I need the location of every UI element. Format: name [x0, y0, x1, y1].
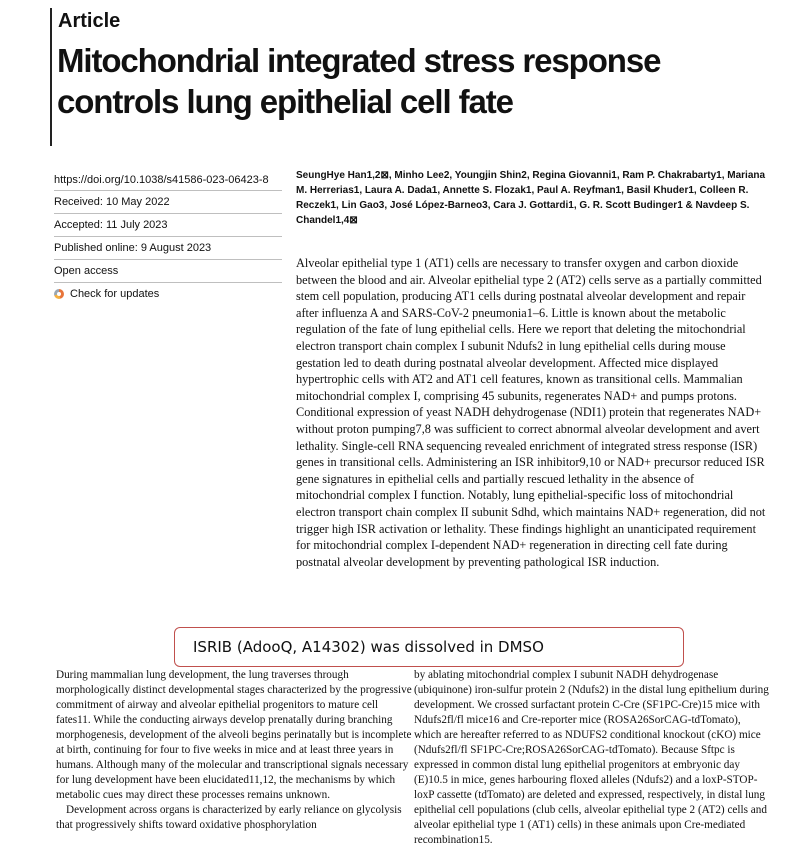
header-rule [50, 8, 52, 146]
received-date: Received: 10 May 2022 [54, 190, 282, 213]
open-access-label: Open access [54, 259, 282, 282]
article-metadata [54, 170, 282, 305]
author-list: SeungHye Han1,2⊠, Minho Lee2, Youngjin Shin2, Regina Giovanni1, Ram P. Chakrabarty1, Mariana M. Herrerias1, Laura A. Dada1, Annette S. Flozak1, Paul A. Reyfman1, Basil Khuder1, Colleen R. Reczek1, Lin Gao3, José López-Barneo3, Cara J. Gottardi1, G. R. Scott Budinger1 & Navdeep S. Chandel1,4⊠ [296, 170, 766, 226]
body-paragraph: During mammalian lung development, the lung traverses through morphologically distinct developmental stages characterized by the progressive commitment of airway and alveolar epithelial progenitors to mature cell fates11. While the conducting airways develop prenatally during branching morphogenesis, development of the alveoli begins perinatally but is incomplete at birth, continuing for four to five weeks in mice and at least three years in humans. Although many of the molecular and transcriptional signals necessary for lung development have been elucidated11,12, the mechanisms by which metabolic cues may direct these processes remains unknown. [56, 669, 412, 801]
body-paragraph: Development across organs is characterized by early reliance on glycolysis that progressively shifts toward oxidative phosphorylation [56, 804, 402, 831]
accepted-date: Accepted: 11 July 2023 [54, 213, 282, 236]
article-title: Mitochondrial integrated stress response controls lung epithelial cell fate [57, 42, 661, 120]
check-updates-icon [54, 288, 66, 300]
published-date: Published online: 9 August 2023 [54, 236, 282, 259]
body-column-left [56, 668, 412, 833]
abstract-text: Alveolar epithelial type 1 (AT1) cells are necessary to transfer oxygen and carbon dioxide between the blood and air. Alveolar epithelial type 2 (AT2) cells serve as a partially committed stem cell population, producing AT1 cells during postnatal alveolar development and repair after influenza A and SARS-CoV-2 pneumonia1–6. Little is known about the metabolic regulation of the fate of lung epithelial cells. Here we report that deleting the mitochondrial electron transport chain complex I subunit Ndufs2 in lung epithelial cells during mouse gestation led to death during postnatal alveolar development. Affected mice displayed hypertrophic cells with AT2 and AT1 cell features, known as transitional cells. Mammalian mitochondrial complex I, comprising 45 subunits, regenerates NAD+ and pumps protons. Conditional expression of yeast NADH dehydrogenase (NDI1) protein that regenerates NAD+ without proton pumping7,8 was sufficient to correct abnormal alveolar development and avert lethality. Single-cell RNA sequencing revealed enrichment of integrated stress response (ISR) genes in transitional cells. Administering an ISR inhibitor9,10 or NAD+ precursor reduced ISR gene signatures in epithelial cells and partially rescued lethality in the absence of mitochondrial complex I function. Notably, lung epithelial-specific loss of mitochondrial electron transport chain complex II subunit Sdhd, which maintains NAD+ regeneration, did not trigger high ISR activation or lethality. These findings highlight an unanticipated requirement for mitochondrial complex I-dependent NAD+ regeneration in directing cell fate during postnatal alveolar development by preventing pathological ISR induction. [296, 256, 766, 569]
doi-link[interactable]: https://doi.org/10.1038/s41586-023-06423-8 [54, 174, 269, 186]
body-column-right [414, 668, 770, 848]
article-type-label: Article [58, 10, 121, 32]
check-updates-label: Check for updates [70, 288, 160, 300]
annotation-callout: ISRIB (AdooQ, A14302) was dissolved in DMSO [174, 627, 684, 667]
check-for-updates-button[interactable] [54, 282, 282, 305]
body-paragraph: by ablating mitochondrial complex I subunit NADH dehydrogenase (ubiquinone) iron-sulfur protein 2 (Ndufs2) in the distal lung epithelium during development. We crossed surfactant protein C-Cre (SF1PC-Cre)15 mice with Ndufs2fl/fl mice16 and Cre-reporter mice (ROSA26SorCAG-tdTomato), which are hereafter referred to as NDUFS2 conditional knockout (cKO) mice (Ndufs2fl/fl SF1PC-Cre;ROSA26SorCAG-tdTomato). Because Sftpc is expressed in common distal lung epithelial progenitors at embryonic day (E)10.5 in mice, genes harbouring floxed alleles (Ndufs2) and a loxP-STOP-loxP cassette (tdTomato) are deleted and expressed, respectively, in distal lung epithelial cell populations (club cells, alveolar epithelial type 2 (AT2) cells and alveolar epithelial type 1 (AT1) cells) in these animals upon Cre-mediated recombination15. [414, 669, 769, 846]
